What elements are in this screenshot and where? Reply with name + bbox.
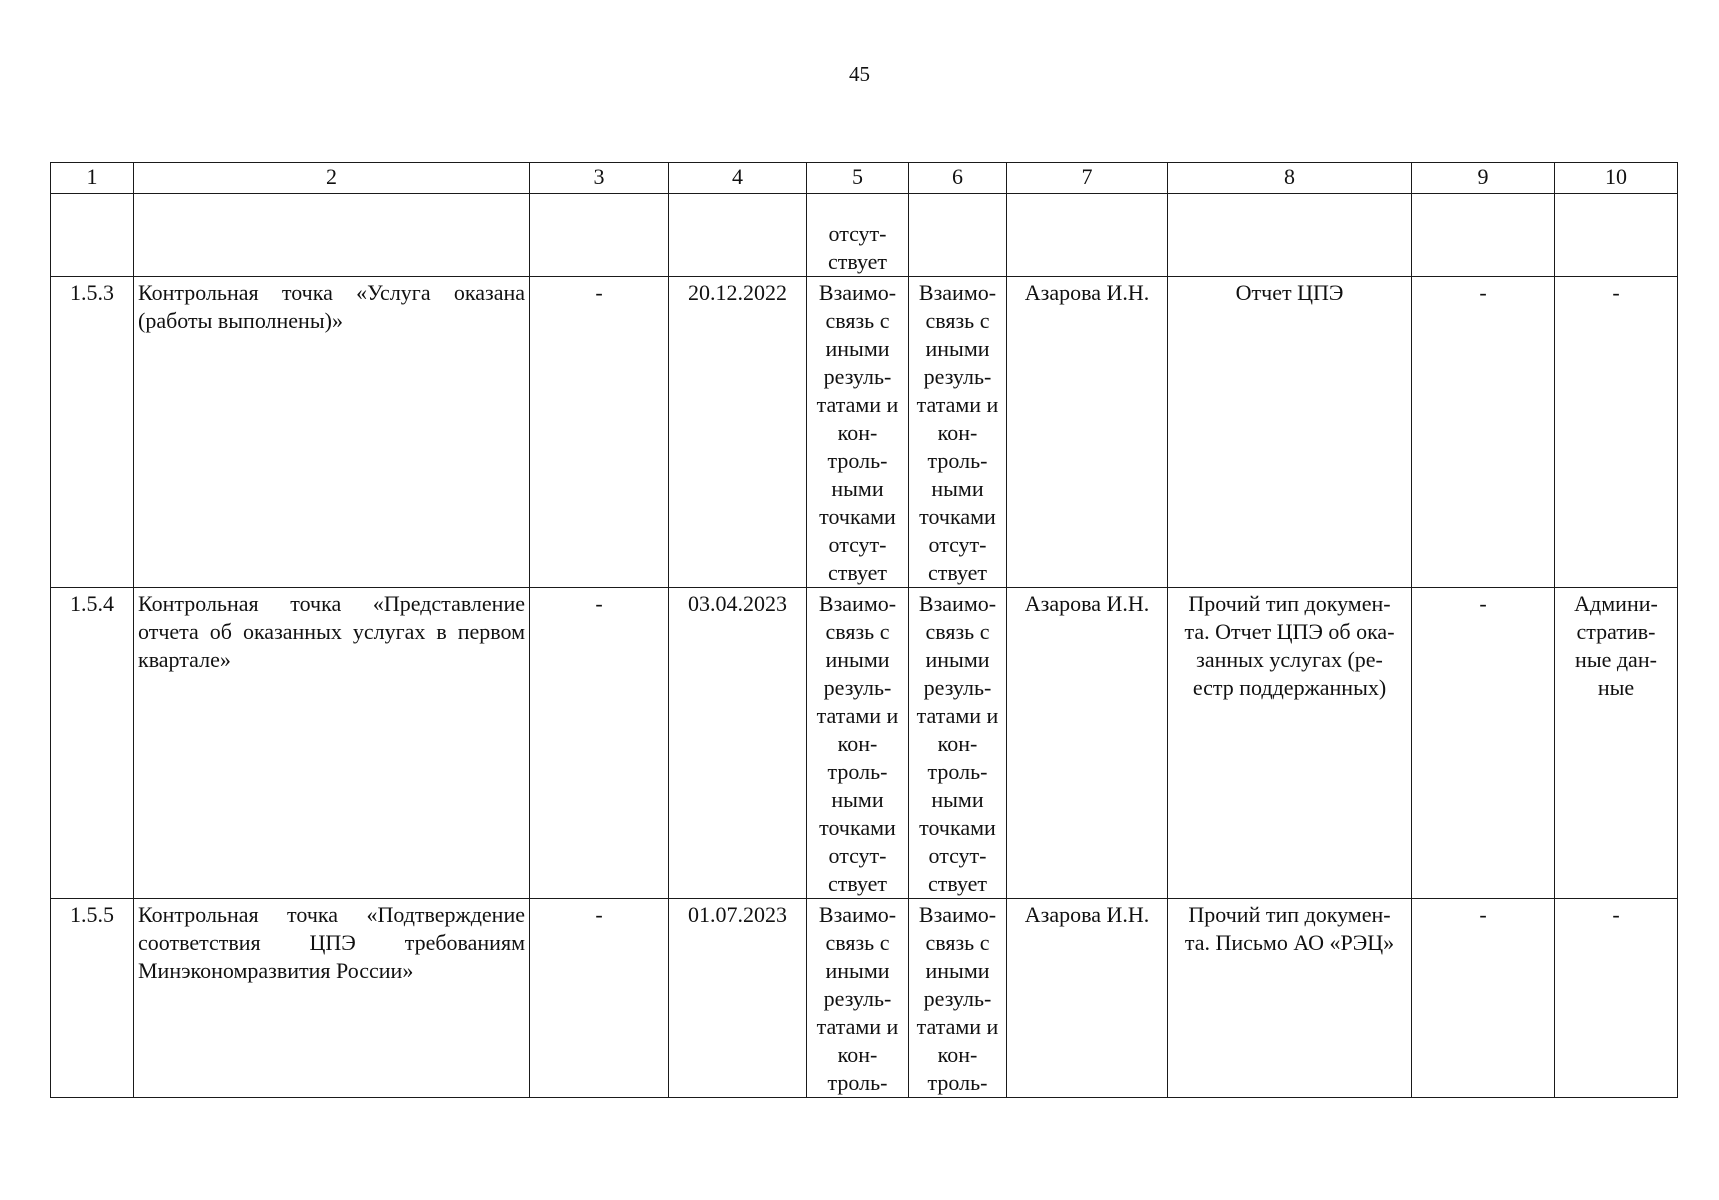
column-header: 5 [807, 163, 909, 194]
column-header: 8 [1168, 163, 1412, 194]
checkpoint-date: 20.12.2022 [669, 277, 807, 588]
checkpoint-date: 01.07.2023 [669, 899, 807, 1098]
page-number: 45 [849, 62, 870, 86]
document-type: Отчет ЦПЭ [1168, 277, 1412, 588]
table-cell: - [1412, 899, 1555, 1098]
column-header: 7 [1007, 163, 1168, 194]
column-header: 2 [134, 163, 530, 194]
table-cell [530, 194, 669, 277]
table-row [51, 588, 1678, 899]
interrelation-cell: Взаимо- связь с иными резуль- татами и кон- троль- ными точками отсут- ствует [807, 277, 909, 588]
plan-table [50, 162, 1678, 1098]
table-cell [1007, 194, 1168, 277]
table-cell: - [530, 588, 669, 899]
header-row [51, 163, 1678, 194]
table-cell [51, 194, 134, 277]
column-header: 4 [669, 163, 807, 194]
column-header: 6 [909, 163, 1007, 194]
interrelation-cell: Взаимо- связь с иными резуль- татами и кон- троль- [807, 899, 909, 1098]
table-cell [1168, 194, 1412, 277]
responsible-person: Азарова И.Н. [1007, 899, 1168, 1098]
interrelation-cell: Взаимо- связь с иными резуль- татами и кон- троль- ными точками отсут- ствует [807, 588, 909, 899]
continuation-row [51, 194, 1678, 277]
responsible-person: Азарова И.Н. [1007, 588, 1168, 899]
checkpoint-date: 03.04.2023 [669, 588, 807, 899]
table-cell [1555, 194, 1678, 277]
table-cell: - [530, 899, 669, 1098]
table-cell: - [1412, 277, 1555, 588]
checkpoint-name: Контрольная точка «Подтверждение соответствия ЦПЭ требованиям Минэкономразвития России» [134, 899, 530, 1098]
interrelation-cell: Взаимо- связь с иными резуль- татами и кон- троль- ными точками отсут- ствует [909, 277, 1007, 588]
row-number: 1.5.3 [51, 277, 134, 588]
table-cell: - [1412, 588, 1555, 899]
table-cell: - [1555, 277, 1678, 588]
table-cell [1412, 194, 1555, 277]
column-header: 1 [51, 163, 134, 194]
row-number: 1.5.4 [51, 588, 134, 899]
table-row [51, 277, 1678, 588]
responsible-person: Азарова И.Н. [1007, 277, 1168, 588]
document-type: Прочий тип докумен- та. Отчет ЦПЭ об ока- занных услугах (ре- естр поддержанных) [1168, 588, 1412, 899]
column-header: 10 [1555, 163, 1678, 194]
checkpoint-name: Контрольная точка «Представление отчета об оказанных услугах в первом квартале» [134, 588, 530, 899]
interrelation-cell: отсут- ствует [807, 194, 909, 277]
table-cell [134, 194, 530, 277]
table-cell [909, 194, 1007, 277]
column-header: 9 [1412, 163, 1555, 194]
interrelation-cell: Взаимо- связь с иными резуль- татами и кон- троль- [909, 899, 1007, 1098]
table-row [51, 899, 1678, 1098]
table-cell: - [1555, 899, 1678, 1098]
table-cell: - [530, 277, 669, 588]
row-number: 1.5.5 [51, 899, 134, 1098]
checkpoint-name: Контрольная точка «Услуга оказана (работы выполнены)» [134, 277, 530, 588]
document-type: Прочий тип докумен- та. Письмо АО «РЭЦ» [1168, 899, 1412, 1098]
table-cell [669, 194, 807, 277]
column-header: 3 [530, 163, 669, 194]
data-source: Админи- стратив- ные дан- ные [1555, 588, 1678, 899]
interrelation-cell: Взаимо- связь с иными резуль- татами и кон- троль- ными точками отсут- ствует [909, 588, 1007, 899]
